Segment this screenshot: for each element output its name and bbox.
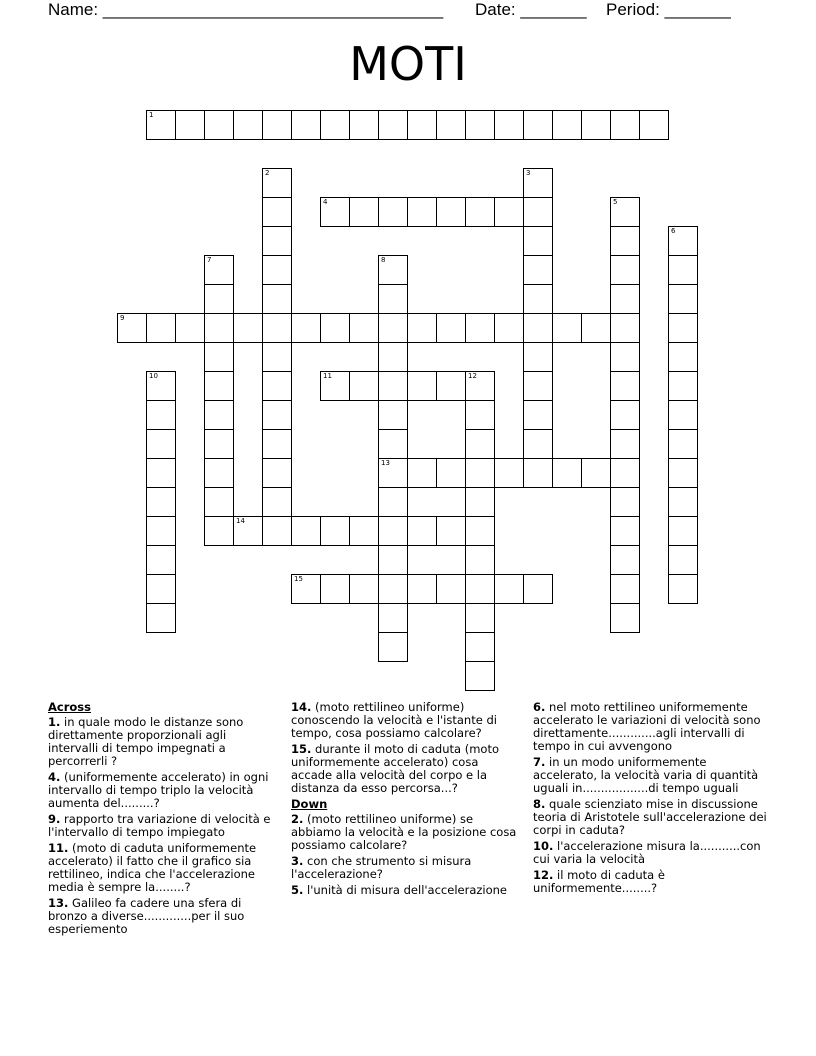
grid-cell[interactable]: [610, 603, 640, 633]
grid-cell[interactable]: [494, 110, 524, 140]
grid-cell[interactable]: [610, 400, 640, 430]
grid-cell[interactable]: [436, 110, 466, 140]
clue-item-text: (uniformemente accelerato) in ogni intervallo di tempo triplo la velocità aumenta del.........?: [48, 770, 269, 810]
grid-cell[interactable]: [436, 574, 466, 604]
grid-cell[interactable]: [610, 342, 640, 372]
clue-item: [48, 771, 276, 810]
grid-cell[interactable]: [378, 313, 408, 343]
grid-cell[interactable]: [378, 545, 408, 575]
clue-item-text: (moto rettilineo uniforme) se abbiamo la velocità e la posizione cosa possiamo calcolare?: [291, 812, 517, 852]
grid-cell[interactable]: [668, 284, 698, 314]
grid-cell[interactable]: [465, 603, 495, 633]
grid-cell[interactable]: [204, 516, 234, 546]
grid-cell[interactable]: [262, 487, 292, 517]
clue-number: 3: [526, 169, 531, 177]
grid-cell[interactable]: [668, 458, 698, 488]
grid-cell[interactable]: [523, 429, 553, 459]
clue-number: 6: [671, 227, 676, 235]
grid-cell[interactable]: [668, 516, 698, 546]
clue-item: [291, 884, 519, 897]
clue-item-text: in quale modo le distanze sono direttamente proporzionali agli intervalli di tempo impegnati a percorrerli ?: [48, 715, 244, 768]
grid-cell[interactable]: [668, 574, 698, 604]
clue-item: [291, 813, 519, 852]
grid-cell[interactable]: [436, 197, 466, 227]
grid-cell[interactable]: [610, 197, 640, 227]
grid-cell[interactable]: [668, 400, 698, 430]
grid-cell[interactable]: [581, 110, 611, 140]
grid-cell[interactable]: [610, 487, 640, 517]
grid-cell[interactable]: [262, 110, 292, 140]
grid-cell[interactable]: [291, 516, 321, 546]
clue-number: 4: [323, 198, 328, 206]
grid-cell[interactable]: [523, 458, 553, 488]
grid-cell[interactable]: [349, 313, 379, 343]
grid-cell[interactable]: [262, 313, 292, 343]
grid-cell[interactable]: [204, 487, 234, 517]
across-clue-list-continued: [291, 701, 519, 795]
clue-item-number: 7.: [533, 755, 546, 769]
across-clue-list: [48, 716, 276, 936]
grid-cell[interactable]: [610, 255, 640, 285]
clue-item-text: il moto di caduta è uniformemente........?: [533, 868, 665, 895]
clues-column-2: [291, 701, 519, 900]
grid-cell[interactable]: [523, 400, 553, 430]
grid-cell[interactable]: [204, 371, 234, 401]
grid-cell[interactable]: [465, 110, 495, 140]
clue-item-number: 13.: [48, 896, 69, 910]
grid-cell[interactable]: [349, 516, 379, 546]
grid-cell[interactable]: [610, 371, 640, 401]
grid-cell[interactable]: [233, 313, 263, 343]
grid-cell[interactable]: [146, 458, 176, 488]
clue-item-number: 11.: [48, 841, 69, 855]
grid-cell[interactable]: [523, 574, 553, 604]
grid-cell[interactable]: [465, 661, 495, 691]
grid-cell[interactable]: [146, 487, 176, 517]
grid-cell[interactable]: [262, 400, 292, 430]
grid-cell[interactable]: [523, 226, 553, 256]
grid-cell[interactable]: [465, 400, 495, 430]
clue-item-number: 10.: [533, 839, 554, 853]
grid-cell[interactable]: [146, 545, 176, 575]
grid-cell[interactable]: [465, 197, 495, 227]
grid-cell[interactable]: [465, 371, 495, 401]
clue-item-text: durante il moto di caduta (moto uniformemente accelerato) cosa accade alla velocità del corpo e la distanza da esso percorsa...?: [291, 742, 499, 795]
grid-cell[interactable]: [262, 342, 292, 372]
clue-item-number: 6.: [533, 700, 546, 714]
grid-cell[interactable]: [378, 284, 408, 314]
grid-cell[interactable]: [262, 516, 292, 546]
clue-item: [291, 743, 519, 795]
grid-cell[interactable]: [494, 197, 524, 227]
clue-item-text: (moto di caduta uniformemente accelerato) il fatto che il grafico sia rettilineo, indica che l'accelerazione media è sempre la........?: [48, 841, 257, 894]
grid-cell[interactable]: [610, 458, 640, 488]
clue-item-number: 14.: [291, 700, 312, 714]
clue-number: 1: [149, 111, 154, 119]
grid-cell[interactable]: [378, 110, 408, 140]
grid-cell[interactable]: [349, 371, 379, 401]
grid-cell[interactable]: [262, 458, 292, 488]
clue-number: 9: [120, 314, 125, 322]
clue-item-text: con che strumento si misura l'accelerazione?: [291, 854, 472, 881]
grid-cell[interactable]: [349, 574, 379, 604]
grid-cell[interactable]: [668, 371, 698, 401]
grid-cell[interactable]: [378, 342, 408, 372]
grid-cell[interactable]: [117, 313, 147, 343]
grid-cell[interactable]: [494, 313, 524, 343]
grid-cell[interactable]: [378, 487, 408, 517]
grid-cell[interactable]: [610, 110, 640, 140]
grid-cell[interactable]: [291, 313, 321, 343]
grid-cell[interactable]: [668, 313, 698, 343]
grid-cell[interactable]: [465, 458, 495, 488]
clue-item-text: l'accelerazione misura la...........con cui varia la velocità: [533, 839, 761, 866]
clue-number: 10: [149, 372, 158, 380]
clue-item-number: 8.: [533, 797, 546, 811]
grid-cell[interactable]: [262, 226, 292, 256]
down-clue-list-continued: [533, 701, 769, 895]
grid-cell[interactable]: [407, 110, 437, 140]
grid-cell[interactable]: [436, 516, 466, 546]
grid-cell[interactable]: [378, 516, 408, 546]
grid-cell[interactable]: [262, 197, 292, 227]
grid-cell[interactable]: [378, 632, 408, 662]
grid-cell[interactable]: [523, 284, 553, 314]
grid-cell[interactable]: [262, 284, 292, 314]
grid-cell[interactable]: [494, 458, 524, 488]
grid-cell[interactable]: [465, 487, 495, 517]
grid-cell[interactable]: [204, 255, 234, 285]
clue-item-number: 12.: [533, 868, 554, 882]
name-field-label[interactable]: Name: ____________________________________: [48, 0, 444, 19]
clue-item-number: 1.: [48, 715, 61, 729]
clue-item-number: 2.: [291, 812, 304, 826]
grid-cell[interactable]: [262, 168, 292, 198]
clue-item-text: (moto rettilineo uniforme) conoscendo la velocità e l'istante di tempo, cosa possiamo calcolare?: [291, 700, 497, 740]
grid-cell[interactable]: [146, 313, 176, 343]
grid-cell[interactable]: [465, 429, 495, 459]
grid-cell[interactable]: [175, 110, 205, 140]
grid-cell[interactable]: [523, 371, 553, 401]
grid-cell[interactable]: [552, 313, 582, 343]
grid-cell[interactable]: [610, 574, 640, 604]
grid-cell[interactable]: [610, 226, 640, 256]
clue-item-text: quale scienziato mise in discussione teoria di Aristotele sull'accelerazione dei corpi in caduta?: [533, 797, 767, 837]
grid-cell[interactable]: [668, 342, 698, 372]
clues-column-3: [533, 701, 769, 898]
grid-cell[interactable]: [436, 371, 466, 401]
grid-cell[interactable]: [436, 313, 466, 343]
grid-cell[interactable]: [668, 487, 698, 517]
clue-item: [291, 701, 519, 740]
grid-cell[interactable]: [668, 545, 698, 575]
clue-item: [48, 813, 276, 839]
page-title: MOTI: [349, 37, 467, 91]
clue-number: 15: [294, 575, 303, 583]
grid-cell[interactable]: [581, 458, 611, 488]
grid-cell[interactable]: [668, 226, 698, 256]
grid-cell[interactable]: [233, 110, 263, 140]
clue-item: [48, 842, 276, 894]
grid-cell[interactable]: [204, 284, 234, 314]
grid-cell[interactable]: [320, 197, 350, 227]
grid-cell[interactable]: [291, 574, 321, 604]
grid-cell[interactable]: [668, 429, 698, 459]
grid-cell[interactable]: [523, 110, 553, 140]
grid-cell[interactable]: [233, 516, 263, 546]
clue-item-number: 3.: [291, 854, 304, 868]
grid-cell[interactable]: [494, 574, 524, 604]
grid-cell[interactable]: [204, 458, 234, 488]
clues-column-1: [48, 701, 276, 939]
grid-cell[interactable]: [378, 400, 408, 430]
grid-cell[interactable]: [610, 545, 640, 575]
clue-number: 7: [207, 256, 212, 264]
grid-cell[interactable]: [320, 574, 350, 604]
grid-cell[interactable]: [407, 516, 437, 546]
grid-cell[interactable]: [465, 574, 495, 604]
grid-cell[interactable]: [610, 284, 640, 314]
grid-cell[interactable]: [175, 313, 205, 343]
grid-cell[interactable]: [146, 603, 176, 633]
grid-cell[interactable]: [378, 574, 408, 604]
clue-item: [48, 716, 276, 768]
grid-cell[interactable]: [523, 168, 553, 198]
down-heading: Down: [291, 797, 328, 811]
clue-item-text: rapporto tra variazione di velocità e l'intervallo di tempo impiegato: [48, 812, 271, 839]
grid-cell[interactable]: [262, 429, 292, 459]
grid-cell[interactable]: [378, 371, 408, 401]
clue-item: [533, 869, 769, 895]
grid-cell[interactable]: [378, 197, 408, 227]
grid-cell[interactable]: [465, 313, 495, 343]
grid-cell[interactable]: [146, 516, 176, 546]
grid-cell[interactable]: [436, 458, 466, 488]
clue-number: 12: [468, 372, 477, 380]
grid-cell[interactable]: [407, 371, 437, 401]
grid-cell[interactable]: [465, 545, 495, 575]
clue-number: 8: [381, 256, 386, 264]
date-field-label[interactable]: Date: _______: [475, 0, 587, 19]
grid-cell[interactable]: [204, 342, 234, 372]
clue-item-text: in un modo uniformemente accelerato, la velocità varia di quantità uguali in..................di tempo uguali: [533, 755, 759, 795]
grid-cell[interactable]: [349, 110, 379, 140]
clue-item-text: l'unità di misura dell'accelerazione: [307, 883, 508, 897]
grid-cell[interactable]: [407, 197, 437, 227]
down-clue-list: [291, 813, 519, 897]
clue-item-text: Galileo fa cadere una sfera di bronzo a diverse.............per il suo esperiemento: [48, 896, 245, 936]
grid-cell[interactable]: [146, 400, 176, 430]
clue-item-number: 9.: [48, 812, 61, 826]
grid-cell[interactable]: [523, 197, 553, 227]
grid-cell[interactable]: [523, 313, 553, 343]
grid-cell[interactable]: [610, 516, 640, 546]
grid-cell[interactable]: [407, 313, 437, 343]
grid-cell[interactable]: [407, 458, 437, 488]
grid-cell[interactable]: [146, 371, 176, 401]
grid-cell[interactable]: [523, 342, 553, 372]
grid-cell[interactable]: [204, 429, 234, 459]
grid-cell[interactable]: [320, 516, 350, 546]
grid-cell[interactable]: [407, 574, 437, 604]
clue-number: 14: [236, 517, 245, 525]
clue-item: [291, 855, 519, 881]
clue-item-number: 4.: [48, 770, 61, 784]
grid-cell[interactable]: [552, 458, 582, 488]
clue-item: [533, 701, 769, 753]
grid-cell[interactable]: [262, 255, 292, 285]
grid-cell[interactable]: [465, 632, 495, 662]
clue-number: 2: [265, 169, 270, 177]
grid-cell[interactable]: [349, 197, 379, 227]
clue-item: [533, 756, 769, 795]
grid-cell[interactable]: [378, 603, 408, 633]
grid-cell[interactable]: [146, 110, 176, 140]
grid-cell[interactable]: [581, 313, 611, 343]
grid-cell[interactable]: [465, 516, 495, 546]
clue-item: [533, 840, 769, 866]
grid-cell[interactable]: [320, 110, 350, 140]
grid-cell[interactable]: [320, 313, 350, 343]
grid-cell[interactable]: [378, 458, 408, 488]
grid-cell[interactable]: [262, 371, 292, 401]
clue-item: [48, 897, 276, 936]
grid-cell[interactable]: [523, 255, 553, 285]
grid-cell[interactable]: [668, 255, 698, 285]
clue-item-number: 5.: [291, 883, 304, 897]
period-field-label[interactable]: Period: _______: [606, 0, 731, 19]
clue-item: [533, 798, 769, 837]
grid-cell[interactable]: [610, 313, 640, 343]
clue-number: 5: [613, 198, 618, 206]
clue-item-number: 15.: [291, 742, 312, 756]
clue-number: 13: [381, 459, 390, 467]
grid-cell[interactable]: [146, 429, 176, 459]
clue-number: 11: [323, 372, 332, 380]
grid-cell[interactable]: [146, 574, 176, 604]
grid-cell[interactable]: [204, 110, 234, 140]
clue-item-text: nel moto rettilineo uniformemente accelerato le variazioni di velocità sono direttamente.............agli intervalli di tempo in cui avvengono: [533, 700, 761, 753]
grid-cell[interactable]: [204, 313, 234, 343]
grid-cell[interactable]: [639, 110, 669, 140]
grid-cell[interactable]: [610, 429, 640, 459]
grid-cell[interactable]: [378, 429, 408, 459]
grid-cell[interactable]: [378, 255, 408, 285]
grid-cell[interactable]: [291, 110, 321, 140]
grid-cell[interactable]: [552, 110, 582, 140]
grid-cell[interactable]: [320, 371, 350, 401]
across-heading: Across: [48, 700, 91, 714]
grid-cell[interactable]: [204, 400, 234, 430]
